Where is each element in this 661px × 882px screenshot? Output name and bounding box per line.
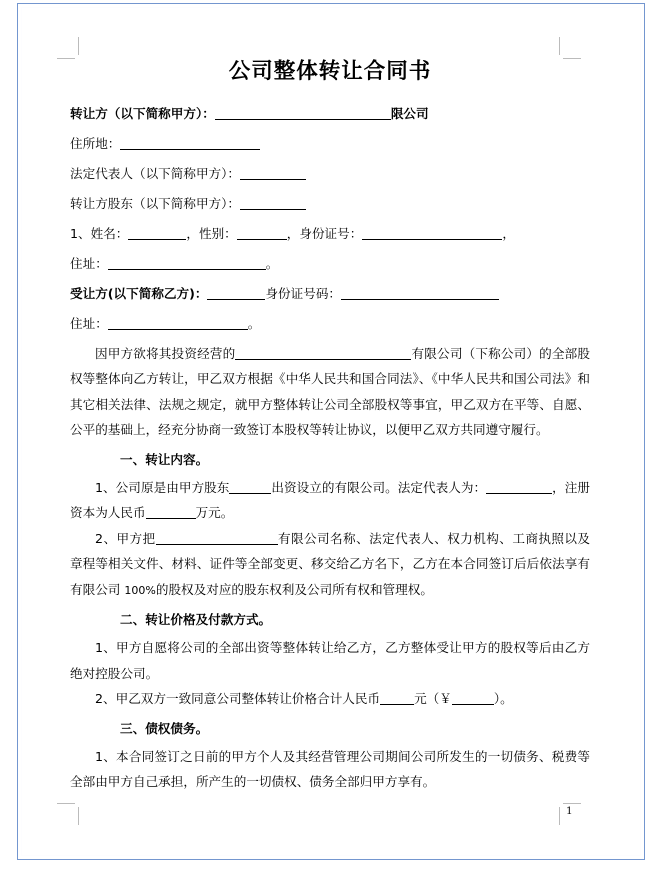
party-line-transferor <box>70 99 590 129</box>
shareholder-address-line <box>70 249 590 279</box>
blank-transferee-id[interactable] <box>341 286 499 300</box>
transferee-address-trailing: 。 <box>247 315 261 331</box>
party-label-transferor: 转让方（以下简称甲方）： <box>70 105 215 121</box>
shareholder-index: 1、 <box>70 225 91 241</box>
blank-company-name[interactable] <box>156 531 278 545</box>
section-heading-three: 三、债权债务。 <box>120 720 209 736</box>
preamble-lead: 因甲方欲将其投资经营的 <box>95 345 236 361</box>
shareholder-trailing: ， <box>502 225 515 241</box>
section-two-item-2 <box>70 686 590 712</box>
section-one-item-1 <box>70 475 590 526</box>
item-2-2-part-a: 2、甲乙双方一致同意公司整体转让价格合计人民币 <box>95 691 381 707</box>
party-line-transferor-address <box>70 129 590 159</box>
party-label-transferor-shareholder: 转让方股东（以下简称甲方）： <box>70 195 241 211</box>
party-line-transferee <box>70 279 590 309</box>
shareholder-name-label: 姓名： <box>90 225 129 241</box>
blank-founding-shareholder[interactable] <box>229 480 271 494</box>
item-1-1-part-b: 出资设立的有限公司。法定代表人为： <box>271 479 487 495</box>
party-label-transferor-address: 住所地： <box>70 135 121 151</box>
blank-legal-representative[interactable] <box>240 166 306 180</box>
item-1-1-part-a: 1、公司原是由甲方股东 <box>95 479 230 495</box>
blank-transferor-company[interactable] <box>215 106 391 120</box>
preamble-paragraph <box>70 341 590 443</box>
section-one-item-2 <box>70 526 590 604</box>
equity-percentage: 100% <box>124 583 156 597</box>
blank-transfer-price-numeric[interactable] <box>452 691 494 705</box>
party-line-transferor-shareholder <box>70 189 590 219</box>
section-heading-two: 二、转让价格及付款方式。 <box>120 612 272 628</box>
section-two-item-1 <box>70 635 590 686</box>
document-title: 公司整体转让合同书 <box>228 59 432 84</box>
item-1-2-part-a: 2、甲方把 <box>95 530 156 546</box>
shareholder-address-label: 住址： <box>70 255 108 271</box>
item-1-2-part-b: 有限公司名称、法定代表人、权力机构、工商执照以及章程等相关文件、材料、证件等全部变更、移交给乙方名下，乙方在本合同签订后后依法享有有限公司 <box>70 530 591 597</box>
blank-preamble-company[interactable] <box>235 346 411 360</box>
blank-transferor-shareholder[interactable] <box>240 196 306 210</box>
blank-transfer-price-rmb[interactable] <box>380 691 414 705</box>
transferee-address-line <box>70 309 590 339</box>
transferee-address-label: 住址： <box>70 315 108 331</box>
shareholder-id-label: ，身份证号： <box>286 225 363 241</box>
shareholder-address-trailing: 。 <box>265 255 279 271</box>
transferee-id-label: 身份证号码： <box>265 285 342 301</box>
section-heading-one: 一、转让内容。 <box>120 451 209 467</box>
item-2-1-text: 1、甲方自愿将公司的全部出资等整体转让给乙方，乙方整体受让甲方的股权等后由乙方绝对控股公司。 <box>70 640 590 681</box>
blank-shareholder-id[interactable] <box>362 226 502 240</box>
page-number: 1 <box>566 805 573 817</box>
blank-shareholder-name[interactable] <box>128 226 186 240</box>
shareholder-gender-label: ，性别： <box>186 225 237 241</box>
shareholder-detail-line <box>70 219 590 249</box>
blank-transferee-name[interactable] <box>207 286 265 300</box>
item-1-2-part-c: 的股权及对应的股东权利及公司所有权和管理权。 <box>155 581 433 597</box>
document-content <box>70 58 590 795</box>
party-label-legal-representative: 法定代表人（以下简称甲方）： <box>70 165 241 181</box>
item-2-2-part-b: 元（￥ <box>414 691 452 707</box>
party-label-transferee: 受让方(以下简称乙方)： <box>70 285 208 301</box>
blank-transferor-address[interactable] <box>120 136 260 150</box>
blank-registered-capital[interactable] <box>146 505 196 519</box>
blank-shareholder-address[interactable] <box>108 256 266 270</box>
item-3-1-text: 1、本合同签订之日前的甲方个人及其经营管理公司期间公司所发生的一切债务、税费等全部由甲方自己承担，所产生的一切债权、债务全部归甲方享有。 <box>70 748 590 790</box>
party-line-legal-representative <box>70 159 590 189</box>
item-1-1-part-c: ，注册资本为人民币 <box>70 479 591 521</box>
blank-shareholder-gender[interactable] <box>237 226 287 240</box>
item-2-2-part-c: ）。 <box>493 691 513 707</box>
item-1-1-part-d: 万元。 <box>195 505 234 521</box>
blank-legal-rep-name[interactable] <box>486 480 552 494</box>
blank-transferee-address[interactable] <box>108 316 248 330</box>
party-trailing-transferor: 限公司 <box>390 105 429 121</box>
preamble-body: 有限公司（下称公司）的全部股权等整体向乙方转让，甲乙双方根据《中华人民共和国合同法》、《中华人民共和国公司法》和其它相关法律、法规之规定，就甲方整体转让公司全部股权等事宜，甲乙双方在平等、自愿、公平的基础上，经充分协商一致签订本股权等转让协议，以便甲乙双方共同遵守履行。 <box>70 345 591 438</box>
section-three-item-1 <box>70 744 590 795</box>
